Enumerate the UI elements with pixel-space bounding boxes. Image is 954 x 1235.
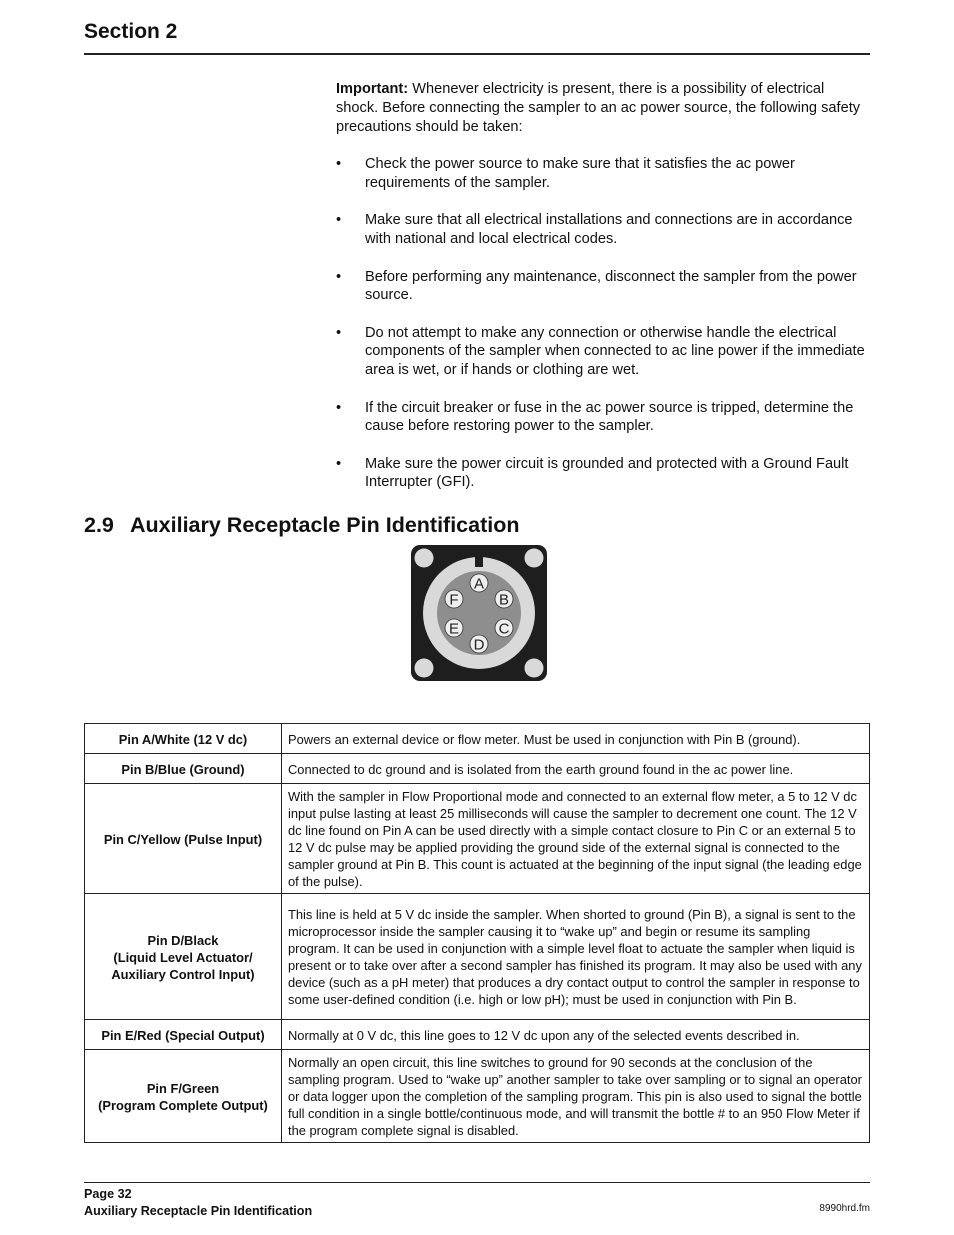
- precaution-item: [336, 324, 870, 380]
- pin-cell-line: Auxiliary Control Input): [111, 966, 255, 982]
- description-cell: Normally at 0 V dc, this line goes to 12 V dc upon any of the selected events described in.: [282, 1020, 870, 1050]
- pin-cell: [85, 894, 282, 1020]
- pin-cell-line: Pin D/Black: [147, 932, 219, 948]
- precaution-item: [336, 455, 870, 493]
- pin-cell-line: Pin F/Green: [146, 1080, 220, 1096]
- table-row: [85, 894, 870, 1020]
- precaution-text: Make sure the power circuit is grounded and protected with a Ground Fault Interrupter (GFI).: [365, 455, 849, 491]
- bullet-icon: •: [336, 268, 342, 285]
- description-cell: With the sampler in Flow Proportional mode and connected to an external flow meter, a 5 to 12 V dc input pulse lasting at least 25 milliseconds will cause the sampler to decrement one count. The 12 V dc line found on Pin A can be used directly with a simple contact closure to Pin C or an external 5 to 12 V dc pulse may be applied providing the ground side of the external signal is connected to the sampler ground at Pin B. This count is actuated at the beginning of the input signal (the leading edge of the pulse).: [282, 784, 870, 894]
- pin-cell-line: (Liquid Level Actuator/: [113, 949, 253, 965]
- table-row: [85, 784, 870, 894]
- description-cell: This line is held at 5 V dc inside the sampler. When shorted to ground (Pin B), a signal is sent to the microprocessor inside the sampler causing it to “wake up” and begin or resume its sampling program. It can be used in conjunction with a simple level float to actuate the sampler when liquid is present or to take over after a second sampler has finished its program. It may also be used with any device (such as a pH meter) that produces a dry contact output to control the sampler in response to some user-defined condition (i.e. high or low pH); must be used in conjunction with Pin B.: [282, 894, 870, 1020]
- warning-label: Important:: [336, 81, 409, 97]
- mounting-hole-icon: [415, 549, 434, 568]
- pin-f-label: F: [449, 591, 459, 609]
- bullet-icon: •: [336, 399, 342, 416]
- pin-cell: Pin C/Yellow (Pulse Input): [85, 784, 282, 894]
- precaution-text: Check the power source to make sure that it satisfies the ac power requirements of the sampler.: [365, 156, 795, 192]
- precaution-list: [336, 155, 870, 492]
- table-row: [85, 1020, 870, 1050]
- description-cell: Connected to dc ground and is isolated from the earth ground found in the ac power line.: [282, 754, 870, 784]
- table-row: [85, 754, 870, 784]
- table-row: [85, 724, 870, 754]
- footer-title: Auxiliary Receptacle Pin Identification: [84, 1204, 313, 1218]
- precaution-item: [336, 155, 870, 193]
- pin-cell: Pin A/White (12 V dc): [85, 724, 282, 754]
- footer-left: [84, 1186, 312, 1220]
- warning-text: Whenever electricity is present, there is a possibility of electrical shock. Before connecting the sampler to an ac power source, the following safety precautions should be taken:: [336, 81, 861, 135]
- receptacle-diagram: [410, 544, 548, 682]
- pin-cell-line: (Program Complete Output): [98, 1097, 268, 1113]
- pin-cell: Pin E/Red (Special Output): [85, 1020, 282, 1050]
- precaution-text: Make sure that all electrical installations and connections are in accordance with national and local electrical codes.: [365, 212, 853, 248]
- section-number: 2.9: [84, 513, 114, 537]
- description-cell: Normally an open circuit, this line switches to ground for 90 seconds at the conclusion of the sampling program. Used to “wake up” another sampler to take over sampling or to signal an operator or data logger upon the completion of the sampling program. This pin is also used to signal the bottle full condition in a single bottle/continuous mode, and will transmit the bottle # to an 950 Flow Meter if the program complete signal is disabled.: [282, 1050, 870, 1143]
- table-row: [85, 1050, 870, 1143]
- bullet-icon: •: [336, 156, 342, 173]
- mounting-hole-icon: [415, 659, 434, 678]
- section-heading-title: Auxiliary Receptacle Pin Identification: [130, 513, 520, 537]
- pin-table: [84, 723, 870, 1143]
- safety-warning: [336, 80, 870, 511]
- section-heading: [84, 513, 520, 538]
- bullet-icon: •: [336, 324, 342, 341]
- precaution-text: If the circuit breaker or fuse in the ac power source is tripped, determine the cause before restoring power to the sampler.: [365, 399, 854, 435]
- mounting-hole-icon: [525, 549, 544, 568]
- bullet-icon: •: [336, 212, 342, 229]
- key-notch: [475, 557, 483, 567]
- pin-b-label: B: [498, 591, 510, 609]
- pin-cell: [85, 1050, 282, 1143]
- pin-a-label: A: [473, 575, 485, 593]
- footer-rule: [84, 1182, 870, 1183]
- footer-filename: 8990hrd.fm: [819, 1203, 870, 1214]
- warning-intro: [336, 80, 870, 136]
- pin-d-label: D: [473, 636, 485, 654]
- precaution-text: Do not attempt to make any connection or otherwise handle the electrical components of the sampler when connected to ac line power if the immediate area is wet, or if hands or clothing are wet.: [365, 324, 865, 379]
- precaution-item: [336, 211, 870, 249]
- pin-e-label: E: [448, 620, 460, 638]
- pin-c-label: C: [498, 620, 510, 638]
- bullet-icon: •: [336, 455, 342, 472]
- precaution-item: [336, 268, 870, 306]
- page-number: Page 32: [84, 1187, 132, 1201]
- description-cell: Powers an external device or flow meter. Must be used in conjunction with Pin B (ground).: [282, 724, 870, 754]
- precaution-text: Before performing any maintenance, disconnect the sampler from the power source.: [365, 268, 857, 304]
- header-rule: [84, 53, 870, 55]
- pin-cell: Pin B/Blue (Ground): [85, 754, 282, 784]
- section-title: Section 2: [84, 20, 178, 43]
- precaution-item: [336, 399, 870, 437]
- mounting-hole-icon: [525, 659, 544, 678]
